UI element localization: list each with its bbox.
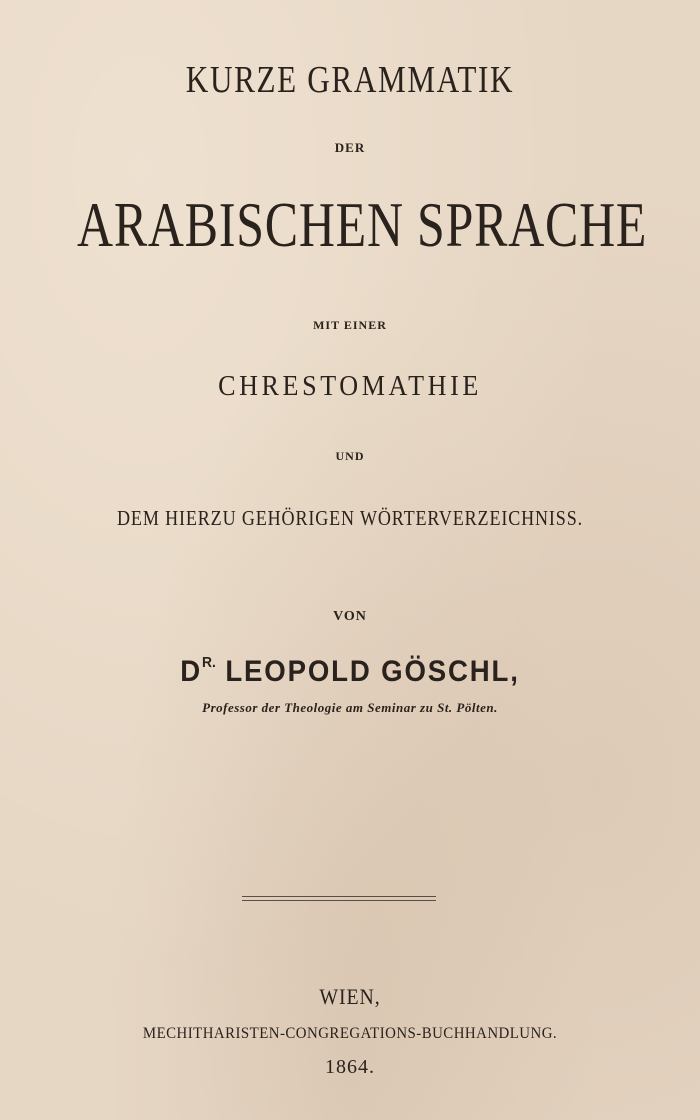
imprint-publisher: MECHITHARISTEN-CONGREGATIONS-BUCHHANDLUNG.: [142, 1025, 558, 1042]
by-line: VON: [333, 609, 367, 624]
title-mit-einer: MIT EINER: [313, 318, 387, 332]
author-prefix: D: [180, 655, 203, 688]
title-der: DER: [334, 140, 366, 155]
author-name: [28, 654, 672, 689]
imprint-city: WIEN,: [319, 984, 381, 1009]
author-fullname: LEOPOLD GÖSCHL,: [225, 655, 520, 688]
title-line-kurze-grammatik: KURZE GRAMMATIK: [185, 59, 515, 101]
title-und: UND: [335, 449, 365, 463]
main-title: ARABISCHEN SPRACHE: [77, 189, 648, 260]
author-prefix-superscript: R.: [202, 654, 216, 671]
decorative-rule: [242, 896, 436, 901]
title-woerterverzeichniss: DEM HIERZU GEHÖRIGEN WÖRTERVERZEICHNISS.: [117, 506, 583, 530]
imprint-year: 1864.: [325, 1056, 375, 1078]
title-chrestomathie: CHRESTOMATHIE: [218, 370, 482, 402]
author-affiliation: Professor der Theologie am Seminar zu St. Pölten.: [202, 700, 498, 715]
